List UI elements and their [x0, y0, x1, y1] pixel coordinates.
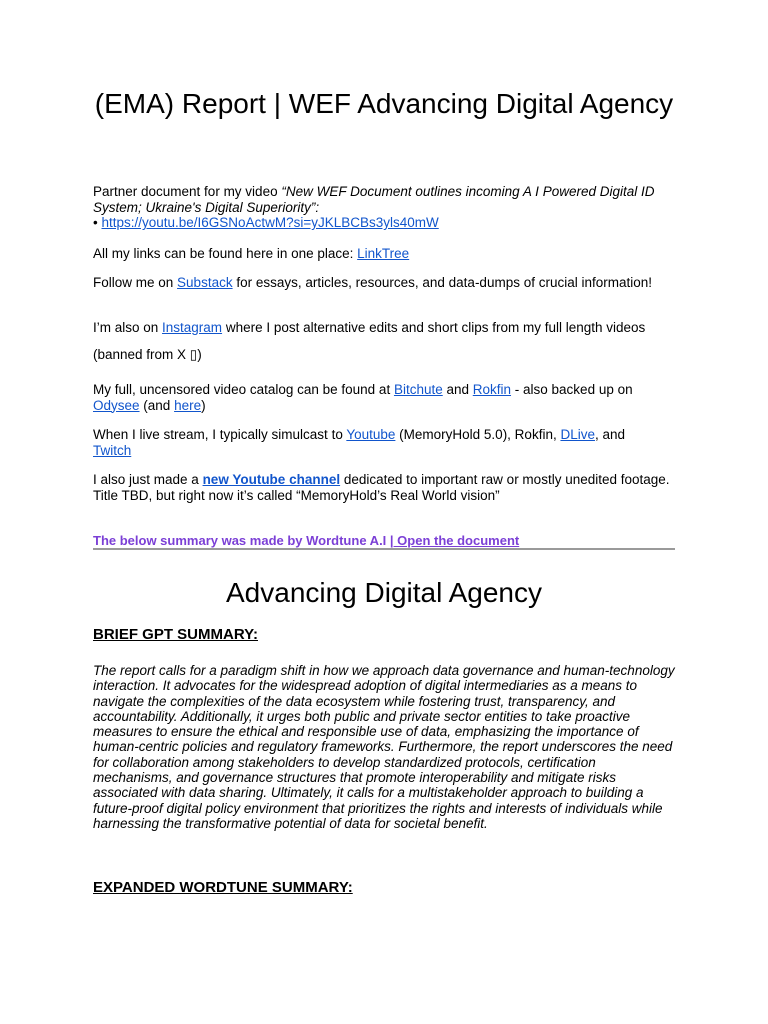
section-title: Advancing Digital Agency — [226, 577, 542, 608]
channel-post: dedicated to important raw or mostly unedited footage. Title TBD, but right now it’s called “MemoryHold’s Real World vision” — [93, 472, 670, 503]
stream-paragraph — [93, 427, 675, 458]
rokfin-link[interactable]: Rokfin — [472, 382, 512, 397]
document-title: (EMA) Report | WEF Advancing Digital Agency — [94, 88, 674, 119]
open-document-link[interactable]: Open the document — [393, 533, 520, 548]
bitchute-link[interactable]: Bitchute — [393, 382, 443, 397]
banned-note: (banned from X ▯) — [93, 347, 202, 362]
channel-paragraph — [93, 472, 675, 503]
dlive-link[interactable]: DLive — [560, 427, 595, 442]
stream-and: , and — [594, 427, 625, 442]
instagram-post: where I post alternative edits and short clips from my full length videos — [222, 320, 646, 335]
stream-mid: (MemoryHold 5.0), Rokfin, — [395, 427, 561, 442]
catalog-close: ) — [201, 397, 206, 413]
youtube-link[interactable]: Youtube — [346, 427, 396, 442]
substack-paragraph — [93, 275, 675, 291]
substack-post: for essays, articles, resources, and data-dumps of crucial information! — [232, 275, 653, 290]
partner-paragraph — [93, 184, 675, 231]
channel-pre: I also just made a — [93, 472, 203, 487]
bullet: • — [93, 215, 102, 230]
catalog-pre: My full, uncensored video catalog can be found at — [93, 382, 394, 397]
partner-intro: Partner document for my video — [93, 184, 282, 199]
links-text: All my links can be found here in one place: — [93, 246, 358, 261]
here-link[interactable]: here — [174, 397, 202, 413]
substack-link[interactable]: Substack — [177, 275, 233, 290]
linktree-paragraph — [93, 246, 675, 262]
new-youtube-channel-link[interactable]: new Youtube channel — [202, 472, 341, 487]
odysee-link[interactable]: Odysee — [93, 397, 140, 413]
stream-pre: When I live stream, I typically simulcast to — [93, 427, 347, 442]
brief-summary-heading: BRIEF GPT SUMMARY: — [93, 626, 258, 643]
linktree-link[interactable]: LinkTree — [357, 246, 410, 261]
instagram-pre: I’m also on — [93, 320, 163, 335]
wordtune-text: The below summary was made by Wordtune A.I | — [93, 533, 394, 548]
wordtune-note — [93, 533, 675, 549]
expanded-summary-heading: EXPANDED WORDTUNE SUMMARY: — [93, 879, 353, 896]
brief-summary-text: The report calls for a paradigm shift in how we approach data governance and human-technology interaction. It advocates for the widespread adoption of digital intermediaries as a means to navigate the complexities of the data ecosystem while fostering trust, transparency, and accountability. Additionally, it urges both public and private sector entities to take proactive measures to ensure the ethical and responsible use of data, emphasizing the importance of human-centric policies and regulatory frameworks. Furthermore, the report underscores the need for collaboration among stakeholders to develop standardized protocols, certification mechanisms, and governance structures that promote interoperability and mitigate risks associated with data sharing. Ultimately, it calls for a multistakeholder approach to building a future-proof digital policy environment that prioritizes the rights and interests of individuals while harnessing the transformative potential of data for societal benefit. — [93, 663, 675, 831]
catalog-and2: (and — [139, 397, 175, 413]
horizontal-rule — [93, 548, 675, 550]
video-url-link[interactable]: https://youtu.be/I6GSNoActwM?si=yJKLBCBs3yls40mW — [101, 215, 439, 230]
twitch-link[interactable]: Twitch — [93, 442, 132, 458]
instagram-paragraph — [93, 320, 675, 336]
catalog-paragraph — [93, 382, 675, 413]
instagram-link[interactable]: Instagram — [162, 320, 223, 335]
catalog-and: and — [442, 382, 473, 397]
video-title: “New WEF Document outlines incoming A I Powered Digital ID System; Ukraine's Digital Superiority”: — [93, 184, 655, 215]
catalog-mid: - also backed up on — [511, 382, 633, 397]
substack-pre: Follow me on — [93, 275, 178, 290]
